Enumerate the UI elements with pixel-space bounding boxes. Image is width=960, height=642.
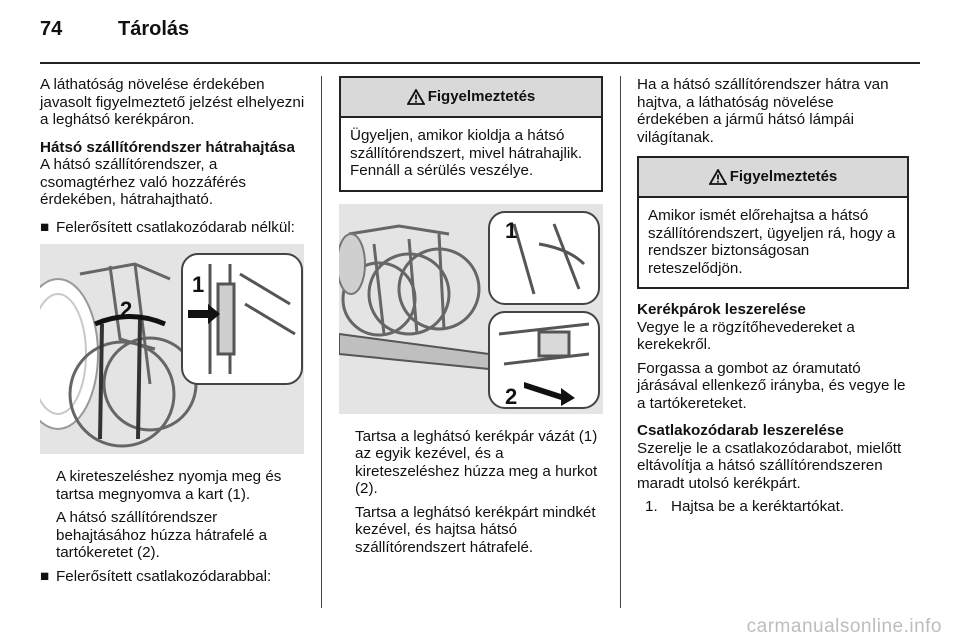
intro-paragraph: Ha a hátsó szállítórendszer hátra van hajtva, a láthatóság növelése érdekében a jármű hátsó lámpái világítanak. <box>637 76 889 146</box>
paragraph-adapter: Szerelje le a csatlakozódarabot, mielőtt eltávolítja a hátsó szállítórendszeren maradt utolsó kerékpárt. <box>637 439 902 492</box>
step-1-text: Tartsa a leghátsó kerékpár vázát (1) az egyik kezével, és a kireteszeléshez húzza meg a hurkot (2). <box>355 427 598 497</box>
warning-triangle-icon <box>407 89 425 105</box>
page-header <box>40 14 920 54</box>
illustration-rack-fold <box>40 244 304 454</box>
illus-label-2: 2 <box>505 383 518 409</box>
column-2 <box>339 76 603 566</box>
warning-header <box>341 78 601 118</box>
section-heading: Hátsó szállítórendszer hátrahajtása <box>40 138 295 156</box>
bullet-text: Felerősített csatlakozódarab nélkül: <box>56 218 295 236</box>
illustration-rear-bike-release-svg <box>339 204 603 414</box>
step-2-text: Tartsa a leghátsó kerékpárt mindkét kezével, és hajtsa hátsó szállítórendszert hátrafelé. <box>355 503 596 556</box>
column-divider-1 <box>321 76 322 608</box>
warning-text: Ügyeljen, amikor kioldja a hátsó szállítórendszert, mivel hátrahajlik. Fennáll a sérülés veszélye. <box>350 127 583 179</box>
paragraph-straps: Vegye le a rögzítőhevedereket a kerekekről. <box>637 318 855 353</box>
column-3 <box>637 76 909 516</box>
bullet-item-2 <box>40 568 308 586</box>
bullet-mark: ■ <box>40 567 50 585</box>
list-number: 1. <box>645 498 658 515</box>
column-1 <box>40 76 308 593</box>
section-heading-adapter-removal: Csatlakozódarab leszerelése <box>637 422 844 439</box>
section-paragraph: A hátsó szállítórendszer, a csomagtérhez való hozzáférés érdekében, hátrahajtható. <box>40 156 246 208</box>
step-2-text: A hátsó szállítórendszer behajtásához húzza hátrafelé a tartókeretet (2). <box>56 509 268 561</box>
warning-header <box>639 158 907 198</box>
warning-text: Amikor ismét előrehajtsa a hátsó szállítórendszert, ügyeljen rá, hogy a rendszer biztonságosan reteszelődjön. <box>648 207 896 277</box>
warning-title: Figyelmeztetés <box>427 88 536 106</box>
illus-label-2: 2 <box>120 297 133 322</box>
bullet-item <box>40 219 308 237</box>
step-1-text: A kireteszeléshez nyomja meg és tartsa megnyomva a kart (1). <box>56 468 282 503</box>
header-divider <box>40 62 920 64</box>
watermark: carmanualsonline.info <box>746 616 942 637</box>
page-number: 74 <box>40 18 63 40</box>
numbered-list-item <box>645 498 909 516</box>
intro-paragraph: A láthatóság növelése érdekében javasolt figyelmeztető jelzést elhelyezni a leghátsó kerékpáron. <box>40 76 305 128</box>
illustration-rear-bike-release <box>339 204 603 414</box>
illustration-rack-fold-svg <box>40 244 304 454</box>
column-divider-2 <box>620 76 621 608</box>
illus-label-1: 1 <box>505 217 518 243</box>
warning-box-2 <box>637 156 909 289</box>
section-heading-bike-removal: Kerékpárok leszerelése <box>637 301 806 318</box>
paragraph-knob: Forgassa a gombot az óramutató járásával ellenkező irányba, és vegye le a tartókereteket. <box>637 359 906 412</box>
list-item-text: Hajtsa be a keréktartókat. <box>671 498 845 515</box>
warning-title: Figyelmeztetés <box>729 168 838 186</box>
warning-box-1 <box>339 76 603 192</box>
page-title: Tárolás <box>118 18 190 40</box>
bullet-mark: ■ <box>40 218 50 236</box>
illus-label-1: 1 <box>192 272 205 297</box>
bullet-text: Felerősített csatlakozódarabbal: <box>56 567 272 585</box>
warning-triangle-icon <box>709 169 727 185</box>
